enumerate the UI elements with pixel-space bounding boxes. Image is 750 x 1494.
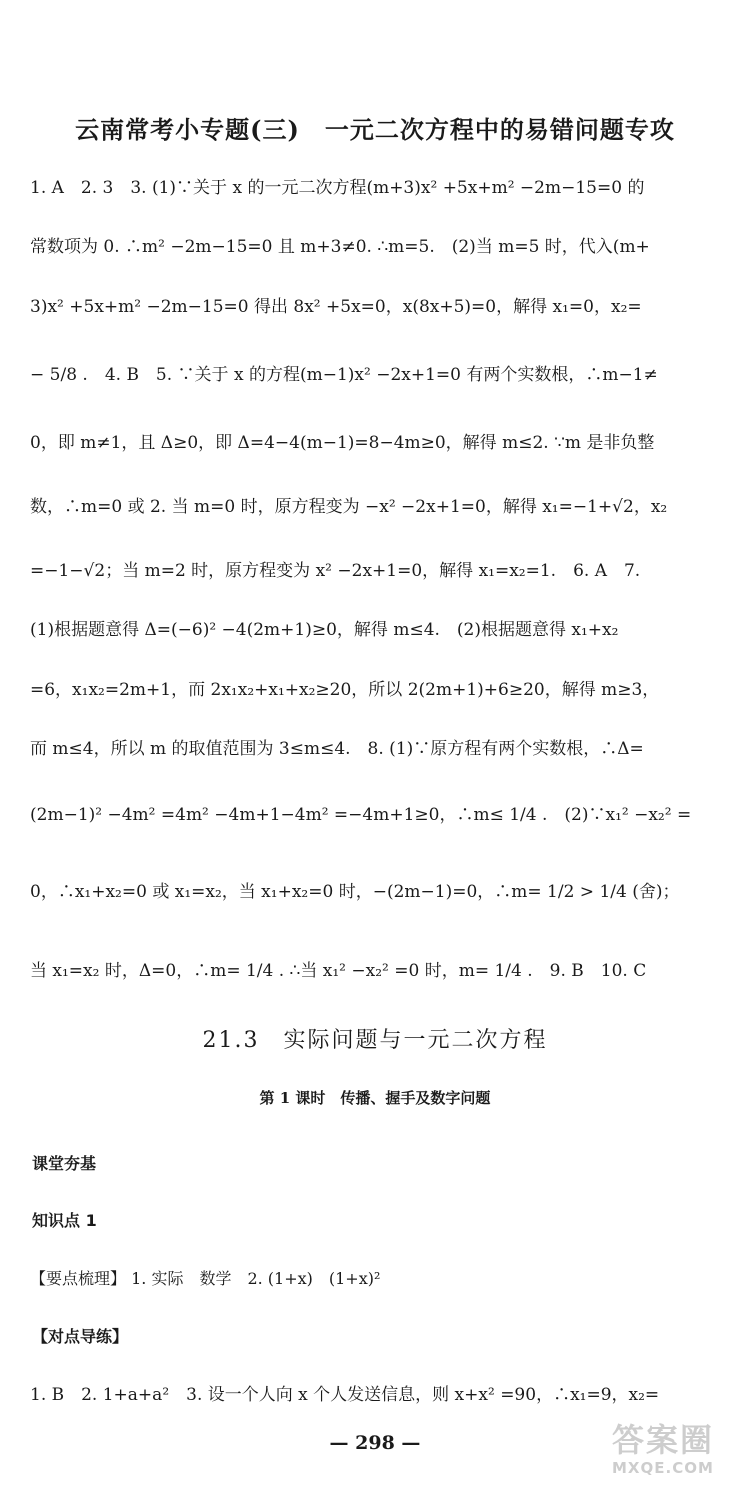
answer-line: 0，∴x₁+x₂=0 或 x₁=x₂，当 x₁+x₂=0 时，−(2m−1)=0，∴m= 1/2 > 1/4 (舍)； [30, 882, 680, 902]
watermark-url: MXQE.COM [612, 1459, 714, 1477]
answer-line: 而 m≤4，所以 m 的取值范围为 3≤m≤4. 8. (1)∵原方程有两个实数根，∴Δ= [30, 739, 644, 759]
answer-line: 常数项为 0. ∴m² −2m−15=0 且 m+3≠0. ∴m=5. (2)当 m=5 时，代入(m+ [30, 237, 650, 257]
page-number: — 298 — [329, 1432, 421, 1454]
lesson-title: 第 1 课时 传播、握手及数字问题 [259, 1089, 491, 1107]
answer-line: 3)x² +5x+m² −2m−15=0 得出 8x² +5x=0，x(8x+5)=0，解得 x₁=0，x₂= [30, 297, 642, 317]
answer-line: − 5/8 . 4. B 5. ∵关于 x 的方程(m−1)x² −2x+1=0 有两个实数根，∴m−1≠ [30, 365, 658, 385]
knowledge-point-heading: 知识点 1 [32, 1211, 97, 1230]
answer-line: 当 x₁=x₂ 时，Δ=0，∴m= 1/4 . ∴当 x₁² −x₂² =0 时，m= 1/4 . 9. B 10. C [30, 961, 647, 981]
keypoints-line: 【要点梳理】 1. 实际 数学 2. (1+x) (1+x)² [30, 1269, 381, 1288]
subsection-heading: 课堂夯基 [32, 1154, 97, 1173]
answer-line: (2m−1)² −4m² =4m² −4m+1−4m² =−4m+1≥0，∴m≤ 1/4 . (2)∵x₁² −x₂² = [30, 805, 692, 825]
answer-line: 1. A 2. 3 3. (1)∵关于 x 的一元二次方程(m+3)x² +5x+m² −2m−15=0 的 [30, 178, 645, 198]
answer-line: (1)根据题意得 Δ=(−6)² −4(2m+1)≥0，解得 m≤4. (2)根据题意得 x₁+x₂ [30, 620, 619, 640]
watermark-logo [612, 1422, 742, 1484]
section-heading: 21.3 实际问题与一元二次方程 [202, 1028, 548, 1053]
practice-heading: 【对点导练】 [32, 1327, 129, 1346]
answer-line: 1. B 2. 1+a+a² 3. 设一个人向 x 个人发送信息，则 x+x² =90，∴x₁=9，x₂= [30, 1385, 660, 1405]
section-title-special: 云南常考小专题(三) 一元二次方程中的易错问题专攻 [75, 115, 675, 144]
watermark-text: 答案圈 [612, 1421, 715, 1459]
answer-line: 0，即 m≠1，且 Δ≥0，即 Δ=4−4(m−1)=8−4m≥0，解得 m≤2. ∵m 是非负整 [30, 433, 655, 453]
answer-line: =−1−√2；当 m=2 时，原方程变为 x² −2x+1=0，解得 x₁=x₂=1. 6. A 7. [30, 561, 641, 581]
answer-line: =6，x₁x₂=2m+1，而 2x₁x₂+x₁+x₂≥20，所以 2(2m+1)+6≥20，解得 m≥3， [30, 680, 660, 700]
answer-line: 数，∴m=0 或 2. 当 m=0 时，原方程变为 −x² −2x+1=0，解得 x₁=−1+√2，x₂ [30, 497, 668, 517]
